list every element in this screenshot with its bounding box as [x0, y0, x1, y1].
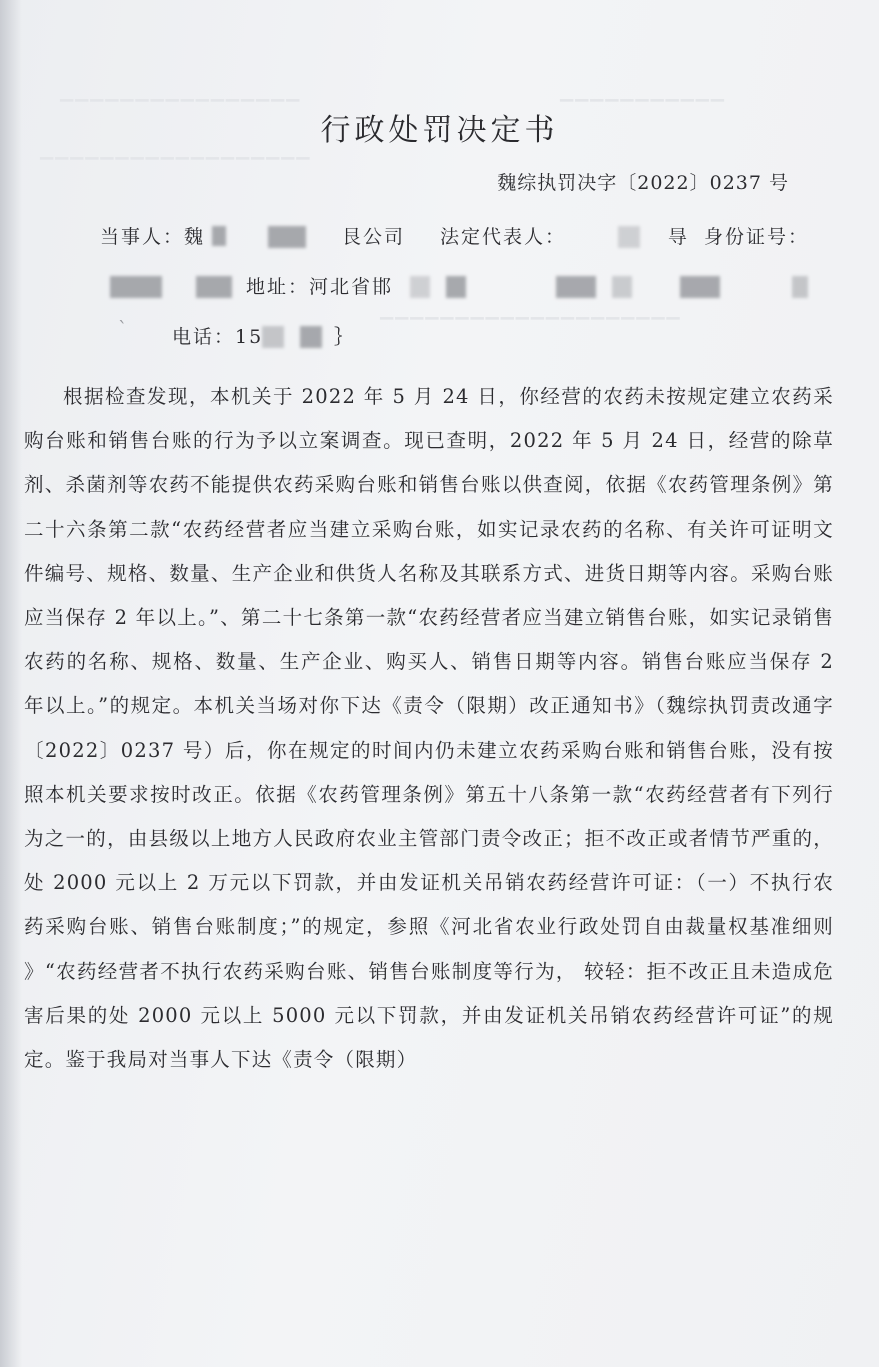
redaction-mark [612, 276, 632, 298]
redaction-mark [268, 226, 306, 248]
legal-rep-suffix: 㝵 [668, 226, 690, 248]
redaction-mark [262, 326, 284, 348]
document-number: 魏综执罚决字〔2022〕0237 号 [497, 172, 789, 194]
document-title: 行政处罚决定书 [320, 113, 559, 148]
redaction-mark [110, 276, 162, 298]
redaction-mark [300, 326, 322, 348]
show-through-text: ▔▔▔▔▔▔▔▔▔▔▔▔▔▔▔▔▔▔▔▔ [380, 318, 682, 338]
tick-mark: ` [118, 318, 130, 340]
redaction-mark [446, 276, 466, 298]
address-label: 地址：河北省邯 [246, 276, 394, 298]
phone-tail: ｝ [334, 326, 356, 348]
redaction-mark [212, 226, 226, 246]
phone-label: 电话：15 [172, 326, 264, 348]
decision-paragraph: 根据检查发现，本机关于 2022 年 5 月 24 日，你经营的农药未按规定建立农药采购台账和销售台账的行为予以立案调查。现已查明，2022 年 5 月 24 日，经营的除草剂、杀菌剂等农药不能提供农药采购台账和销售台账以供查阅，依据《农药管理条例》第二十六条第二款“农药经营者应当建立采购台账，如实记录农药的名称、有关许可证明文件编号、规格、数量、生产企业和供货人名称及其联系方式、进货日期等内容。采购台账应当保存 2 年以上。”、第二十七条第一款“农药经营者应当建立销售台账，如实记录销售农药的名称、规格、数量、生产企业、购买人、销售日期等内容。销售台账应当保存 2 年以上。”的规定。本机关当场对你下达《责令（限期）改正通知书》（魏综执罚责改通字〔2022〕0237 号）后，你在规定的时间内仍未建立农药采购台账和销售台账，没有按照本机关要求按时改正。依据《农药管理条例》第五十八条第一款“农药经营者有下列行为之一的，由县级以上地方人民政府农业主管部门责令改正；拒不改正或者情节严重的，处 2000 元以上 2 万元以下罚款，并由发证机关吊销农药经营许可证：（一）不执行农药采购台账、销售台账制度；”的规定，参照《河北省农业行政处罚自由裁量权基准细则 》“农药经营者不执行农药采购台账、销售台账制度等行为， 较轻：拒不改正且未造成危害后果的处 2000 元以上 5000 元以下罚款，并由发证机关吊销农药经营许可证”的规定。鉴于我局对当事人下达《责令（限期） [24, 385, 834, 1072]
party-company-suffix: 艮公司 [342, 226, 406, 248]
redaction-mark [618, 226, 640, 248]
id-number-label: 身份证号： [704, 226, 810, 248]
redaction-mark [410, 276, 430, 298]
show-through-text: ▔▔▔▔▔▔▔▔▔▔▔ [560, 100, 726, 120]
redaction-mark [196, 276, 232, 298]
legal-rep-label: 法定代表人： [440, 226, 567, 248]
show-through-text: ▔▔▔▔▔▔▔▔▔▔▔▔▔▔▔▔ [60, 100, 302, 120]
show-through-text: ▔▔▔▔▔▔▔▔▔▔▔▔▔▔▔▔▔▔ [40, 158, 312, 178]
redaction-mark [792, 276, 808, 298]
decision-body [24, 375, 834, 1082]
party-label: 当事人：魏 [100, 226, 206, 248]
redaction-mark [556, 276, 596, 298]
redaction-mark [680, 276, 720, 298]
